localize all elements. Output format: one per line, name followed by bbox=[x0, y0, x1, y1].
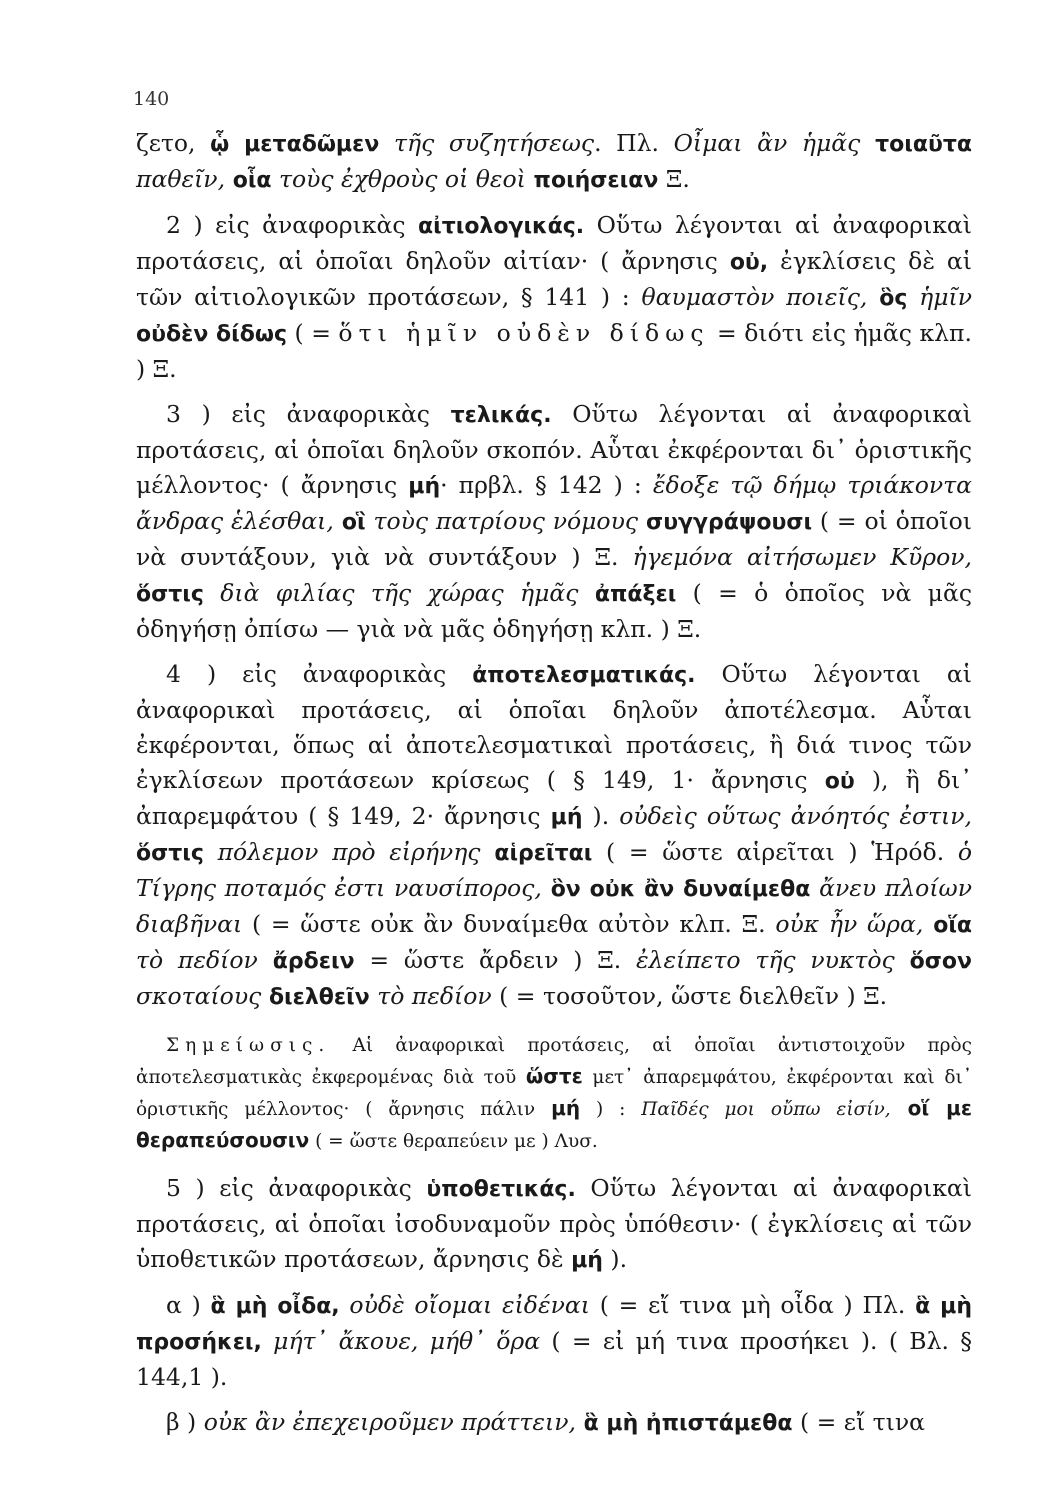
text-segment: 5 ) εἰς ἀναφορικὰς bbox=[166, 1174, 427, 1202]
italic-example: οὐδεὶς οὕτως ἀνόητός ἐστιν, bbox=[619, 802, 973, 830]
bold-term: ἀποτελεσματικάς. bbox=[472, 663, 696, 688]
text-segment: ( = ὁ ὁποῖος νὰ μᾶς ὁδηγήσῃ ὀπίσω — γιὰ νὰ μᾶς ὁδηγήσῃ κλπ. ) Ξ. bbox=[136, 579, 972, 643]
text-segment: Ξ. bbox=[658, 165, 690, 193]
italic-example: διὰ φιλίας τῆς χώρας ἡμᾶς bbox=[203, 579, 579, 607]
italic-example: ἡμῖν bbox=[907, 283, 972, 311]
bold-term: οἷα bbox=[225, 168, 272, 193]
bold-term: ἃ μὴ οἶδα, bbox=[210, 1294, 340, 1319]
bold-term: μή bbox=[408, 474, 441, 499]
text-segment: ) : bbox=[580, 1099, 642, 1120]
italic-example: σκοταίους bbox=[136, 982, 262, 1010]
italic-example: ἔδοξε τῷ δήμῳ τριάκοντα ἄνδρας ἑλέσθαι, bbox=[136, 471, 972, 535]
subparagraph-alpha bbox=[136, 1288, 972, 1395]
bold-term: αἰτιολογικάς. bbox=[418, 214, 585, 239]
text-segment: ( = ὥστε θεραπεύειν με ) Λυσ. bbox=[309, 1131, 598, 1152]
bold-term: ὅστις bbox=[136, 841, 204, 866]
text-segment: α ) bbox=[166, 1291, 211, 1319]
note-paragraph bbox=[136, 1031, 972, 1157]
text-segment: 2 ) εἰς ἀναφορικὰς bbox=[166, 211, 419, 239]
bold-term: ὅστις bbox=[136, 582, 204, 607]
text-segment: Αἱ ἀναφορικαὶ προτάσεις, αἱ ὁποῖαι ἀντιστοιχοῦν πρὸς ἀποτελεσματικὰς ἐκφερομένας διὰ τοῦ bbox=[136, 1035, 972, 1088]
bold-term: ἃ μὴ προσήκει, bbox=[136, 1294, 972, 1355]
italic-example: ἐλείπετο τῆς νυκτὸς bbox=[636, 946, 895, 974]
spaced-text: Σημείωσις. bbox=[166, 1035, 331, 1056]
bold-term: ὥστε bbox=[525, 1064, 583, 1088]
text-segment: ζετο, bbox=[136, 129, 211, 157]
italic-example: τοὺς ἐχθροὺς οἱ θεοὶ bbox=[271, 165, 526, 193]
text-segment: ). bbox=[582, 802, 620, 830]
bold-term: ποιήσειαν bbox=[525, 168, 659, 193]
text-segment: · πρβλ. § 142 ) : bbox=[440, 471, 653, 499]
italic-example: Παῖδές μοι οὔπω εἰσίν, bbox=[641, 1099, 891, 1120]
bold-term: οἳ bbox=[333, 510, 366, 535]
text-segment: . Πλ. bbox=[594, 129, 674, 157]
bold-term: συγγράψουσι bbox=[638, 510, 813, 535]
italic-example: τοὺς πατρίους νόμους bbox=[365, 507, 639, 535]
italic-example: μήτ᾽ ἄκουε, μήθ᾽ ὅρα bbox=[261, 1327, 541, 1355]
bold-term: ἄρδειν bbox=[257, 949, 355, 974]
bold-term: οὐδὲν δίδως bbox=[136, 322, 287, 347]
paragraph-conditional-relative bbox=[136, 1171, 972, 1278]
italic-example: ἄνευ πλοίων διαβῆναι bbox=[136, 874, 972, 938]
paragraph-consecutive-relative bbox=[136, 657, 972, 1015]
bold-term: οἵ με θεραπεύσουσιν bbox=[136, 1096, 973, 1152]
bold-term: μή bbox=[571, 1248, 603, 1273]
bold-term: οὐ, bbox=[729, 250, 769, 275]
text-segment: ( = ὥστε αἱρεῖται ) Ἡρόδ. bbox=[592, 838, 958, 866]
italic-example: πόλεμον πρὸ εἰρήνης bbox=[203, 838, 481, 866]
bold-term: ὃν οὐκ ἂν δυναίμεθα bbox=[541, 877, 811, 902]
text-segment: ( = ὥστε οὐκ ἂν δυναίμεθα αὐτὸν κλπ. Ξ. bbox=[242, 910, 776, 938]
bold-term: ὃς bbox=[867, 286, 908, 311]
page-number: 140 bbox=[133, 88, 170, 110]
text-segment: 3 ) εἰς ἀναφορικὰς bbox=[166, 400, 451, 428]
text-segment: ). bbox=[602, 1245, 628, 1273]
text-segment: β ) bbox=[166, 1408, 204, 1436]
bold-term: ὅσον bbox=[894, 949, 972, 974]
bold-term: τελικάς. bbox=[450, 403, 552, 428]
italic-example: ὁ Τίγρης ποταμός ἐστι ναυσίπορος, bbox=[136, 838, 973, 902]
italic-example: οὐκ ἂν ἐπεχειροῦμεν πράττειν, bbox=[203, 1408, 576, 1436]
text-segment: ( = εἴ τινα bbox=[792, 1408, 926, 1436]
subparagraph-beta bbox=[136, 1405, 972, 1441]
italic-example: παθεῖν, bbox=[136, 165, 226, 193]
text-segment: μετ᾽ ἀπαρεμφάτου, ἐκφέρονται καὶ δι᾽ ὁριστικῆς μέλλοντος· ( ἄρνησις πάλιν bbox=[136, 1067, 972, 1120]
text-segment: Οὕτω λέγονται αἱ ἀναφορικαὶ προτάσεις, αἱ ὁποῖαι δηλοῦν ἀποτέλεσμα. Αὗται ἐκφέρονται, ὅπως αἱ ἀποτελεσματικαὶ προτάσεις, ἢ διά τινος τῶν ἐγκλίσεων προτάσεων κρίσεως ( § 149, 1· ἄρνησις bbox=[136, 660, 972, 794]
text-segment: ( = οἱ ὁποῖοι νὰ συντάξουν, γιὰ νὰ συντάξουν ) Ξ. bbox=[136, 507, 972, 571]
bold-term: τοιαῦτα bbox=[860, 132, 972, 157]
italic-example: τὸ πεδίον bbox=[369, 982, 492, 1010]
text-segment: Οὕτω λέγονται αἱ ἀναφορικαὶ προτάσεις, αἱ ὁποῖαι δηλοῦν αἰτίαν· ( ἄρνησις bbox=[136, 211, 972, 275]
text-segment: ἐγκλίσεις δὲ αἱ τῶν αἰτιολογικῶν προτάσεων, § 141 ) : bbox=[136, 247, 973, 311]
italic-example: τὸ πεδίον bbox=[136, 946, 258, 974]
paragraph-continuation bbox=[136, 126, 972, 198]
italic-example: Οἶμαι ἂν ἡμᾶς bbox=[673, 129, 861, 157]
text-segment: ), ἢ δι᾽ ἀπαρεμφάτου ( § 149, 2· ἄρνησις bbox=[136, 766, 972, 830]
italic-example: θαυμαστὸν ποιεῖς, bbox=[641, 283, 868, 311]
text-segment: Οὕτω λέγονται αἱ ἀναφορικαὶ προτάσεις, αἱ ὁποῖαι ἰσοδυναμοῦν πρὸς ὑπόθεσιν· ( ἐγκλίσεις αἱ τῶν ὑποθετικῶν προτάσεων, ἄρνησις δὲ bbox=[136, 1174, 972, 1273]
bold-term: αἱρεῖται bbox=[480, 841, 593, 866]
paragraph-causal-relative bbox=[136, 208, 972, 387]
text-segment: 4 ) εἰς ἀναφορικὰς bbox=[166, 660, 473, 688]
text-segment: ( = bbox=[287, 319, 339, 347]
page-body bbox=[136, 126, 972, 1441]
italic-example: τῆς συζητήσεως bbox=[379, 129, 595, 157]
text-segment: ( = εἰ μή τινα προσήκει ). ( Βλ. § 144,1 ). bbox=[136, 1327, 972, 1391]
bold-term: ἃ μὴ ἠπιστάμεθα bbox=[575, 1411, 793, 1436]
bold-term: μή bbox=[551, 1096, 581, 1120]
text-segment: ( = εἴ τινα μὴ οἶδα ) Πλ. bbox=[589, 1291, 916, 1319]
bold-term: οὐ bbox=[824, 769, 855, 794]
italic-example: οὐδὲ οἴομαι εἰδέναι bbox=[339, 1291, 590, 1319]
italic-example: ἡγεμόνα αἰτήσωμεν Κῦρον, bbox=[632, 543, 972, 571]
text-segment: ( = τοσοῦτον, ὥστε διελθεῖν ) Ξ. bbox=[491, 982, 888, 1010]
text-segment: = διότι εἰς ἡμᾶς κλπ. ) Ξ. bbox=[136, 319, 972, 383]
bold-term: ἀπάξει bbox=[578, 582, 677, 607]
italic-example: οὐκ ἦν ὥρα, bbox=[775, 910, 924, 938]
paragraph-final-relative bbox=[136, 397, 972, 647]
text-segment: Οὕτω λέγονται αἱ ἀναφορικαὶ προτάσεις, αἱ ὁποῖαι δηλοῦν σκοπόν. Αὗται ἐκφέρονται δι᾽ ὁριστικῆς μέλλοντος· ( ἄρνησις bbox=[136, 400, 972, 499]
bold-term: μή bbox=[550, 805, 583, 830]
spaced-text: ὅτι ἡμῖν οὐδὲν δίδως bbox=[338, 319, 710, 347]
bold-term: ᾧ μεταδῶμεν bbox=[210, 132, 380, 157]
bold-term: διελθεῖν bbox=[261, 985, 370, 1010]
text-segment: = ὥστε ἄρδειν ) Ξ. bbox=[354, 946, 637, 974]
bold-term: οἵα bbox=[923, 913, 973, 938]
bold-term: ὑποθετικάς. bbox=[426, 1177, 576, 1202]
